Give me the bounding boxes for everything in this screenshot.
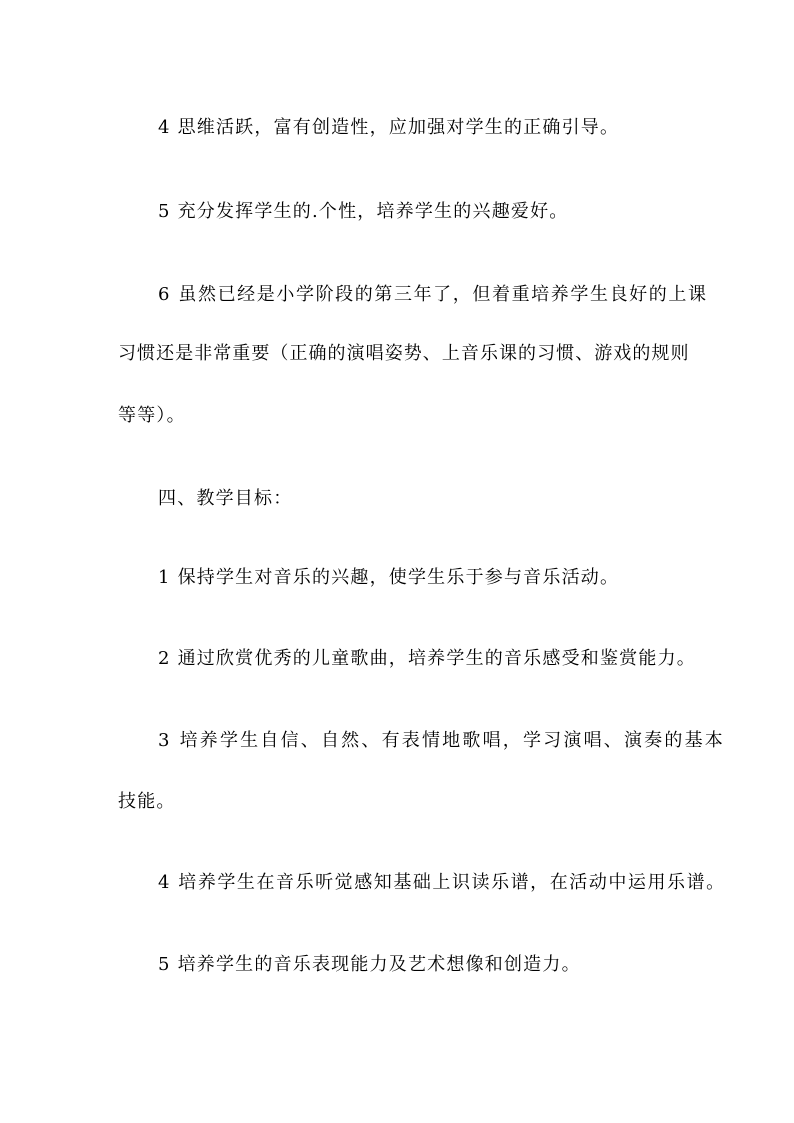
goal-item-1: 1 保持学生对音乐的兴趣，使学生乐于参与音乐活动。 (158, 567, 620, 588)
goal-item-3-line-2: 技能。 (118, 791, 176, 812)
goal-item-2: 2 通过欣赏优秀的儿童歌曲，培养学生的音乐感受和鉴赏能力。 (158, 648, 696, 669)
section-heading-teaching-goals: 四、教学目标： (158, 488, 293, 509)
goal-item-5: 5 培养学生的音乐表现能力及艺术想像和创造力。 (158, 954, 581, 975)
paragraph-item-5-individuality: 5 充分发挥学生的.个性，培养学生的兴趣爱好。 (158, 201, 569, 222)
paragraph-item-6-habits-line-3: 等等）。 (118, 405, 186, 426)
goal-item-3-line-1: 3 培养学生自信、自然、有表情地歌唱，学习演唱、演奏的基本 (158, 730, 725, 751)
paragraph-item-4-active-thinking: 4 思维活跃，富有创造性，应加强对学生的正确引导。 (158, 117, 620, 138)
paragraph-item-6-habits-line-2: 习惯还是非常重要（正确的演唱姿势、上音乐课的习惯、游戏的规则 (118, 343, 690, 364)
goal-item-4: 4 培养学生在音乐听觉感知基础上识读乐谱，在活动中运用乐谱。 (158, 872, 726, 893)
paragraph-item-6-habits-line-1: 6 虽然已经是小学阶段的第三年了，但着重培养学生良好的上课 (158, 284, 708, 305)
